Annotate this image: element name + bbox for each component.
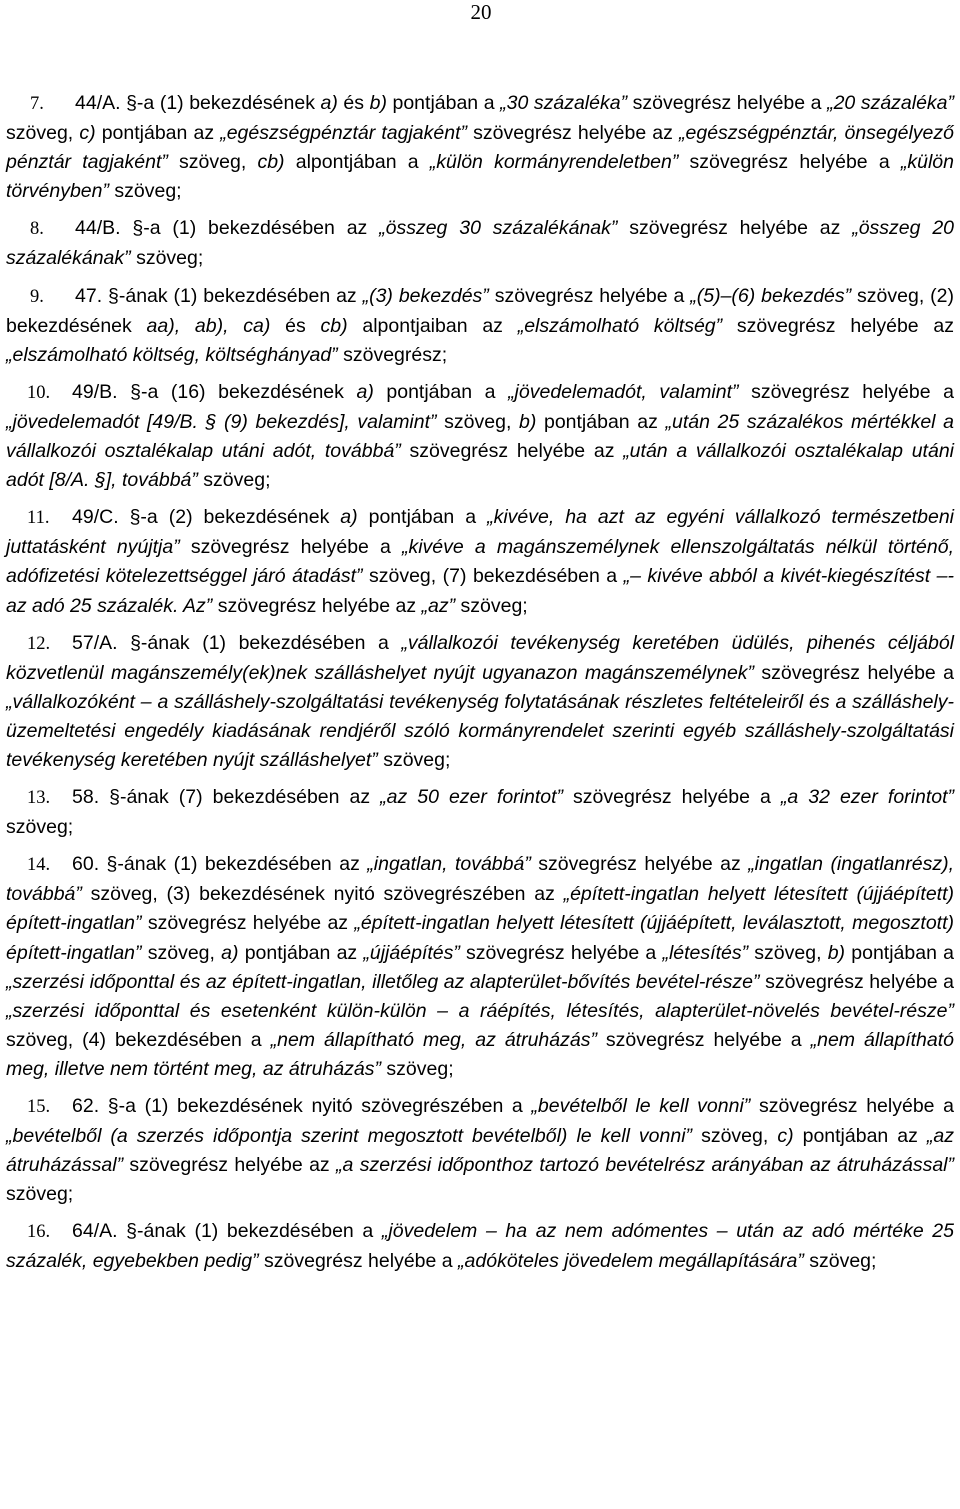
quoted-text: „ingatlan (ingatlanrész), továbbá” bbox=[6, 853, 954, 906]
body-text: 47. §-ának (1) bekezdésében az bbox=[75, 284, 363, 307]
body-text: szövegrész helyébe a bbox=[759, 970, 954, 993]
body-text: szöveg; bbox=[108, 180, 182, 203]
item-number: 10. bbox=[27, 382, 51, 403]
quoted-text: „épített-ingatlan helyett létesített (újjáépített) épített-ingatlan” bbox=[6, 883, 954, 935]
body-text: szöveg; bbox=[455, 594, 528, 617]
body-text: 44/A. §-a (1) bekezdésének bbox=[75, 92, 321, 114]
amendment-item bbox=[6, 1092, 954, 1209]
amendment-item bbox=[6, 1217, 954, 1276]
body-text: szöveg, (7) bekezdésében a bbox=[362, 565, 624, 588]
body-text: szöveg, bbox=[436, 410, 519, 433]
quoted-text: cb) bbox=[257, 151, 285, 174]
body-text: szövegrész helyébe az bbox=[123, 1154, 337, 1177]
body-text: pontjában a bbox=[845, 941, 954, 964]
body-text: és bbox=[270, 314, 321, 337]
quoted-text: aa), ab), ca) bbox=[146, 314, 271, 337]
quoted-text: „után 25 százalékos mértékkel a vállalkozói osztalékalap utáni adót, továbbá” bbox=[6, 410, 954, 463]
body-text: szövegrész helyébe az bbox=[400, 440, 624, 463]
body-text: szövegrész helyébe a bbox=[179, 536, 402, 559]
body-text: szöveg, (4) bekezdésében a bbox=[6, 1028, 271, 1051]
page-number: 20 bbox=[470, 0, 492, 24]
item-number: 11. bbox=[27, 508, 50, 529]
body-text: alpontjaiban az bbox=[347, 314, 518, 337]
body-text: szövegrész helyébe a bbox=[750, 1095, 954, 1117]
quoted-text: „jövedelemadót, valamint” bbox=[508, 380, 739, 403]
amendment-item bbox=[6, 850, 954, 1084]
body-text: 58. §-ának (7) bekezdésében az bbox=[72, 786, 381, 809]
body-text: szövegrész helyébe a bbox=[563, 786, 781, 809]
body-text: alpontjában a bbox=[284, 151, 430, 174]
body-text: pontjában a bbox=[357, 506, 488, 529]
quoted-text: „elszámolható költség” bbox=[517, 314, 723, 337]
quoted-text: a) bbox=[320, 92, 338, 114]
quoted-text: „nem állapítható meg, illetve nem történt meg, az átruházás” bbox=[6, 1028, 954, 1080]
body-text: szöveg; bbox=[377, 748, 451, 771]
quoted-text: „bevételből le kell vonni” bbox=[531, 1095, 751, 1117]
quoted-text: „összeg 20 százalékának” bbox=[6, 217, 955, 270]
item-number: 16. bbox=[27, 1222, 51, 1243]
quoted-text: „20 százaléka” bbox=[827, 92, 955, 114]
body-text: 64/A. §-ának (1) bekezdésében a bbox=[72, 1220, 382, 1243]
quoted-text: „vállalkozói tevékenység keretében üdülés, pihenés céljából közvetlenül magánszemély(ek)nek szálláshelyet nyújt ugyanazon magánszemélynek” bbox=[6, 631, 955, 684]
amendment-item bbox=[6, 282, 954, 370]
quoted-text: „bevételből (a szerzés időpontja szerint megosztott bevételből) le kell vonni” bbox=[6, 1125, 693, 1148]
item-number: 9. bbox=[30, 286, 44, 307]
body-text: szöveg, bbox=[692, 1125, 778, 1148]
body-text: szöveg; bbox=[130, 247, 204, 270]
body-text: szövegrész helyébe a bbox=[258, 1250, 459, 1273]
quoted-text: b) bbox=[519, 410, 537, 433]
quoted-text: „(5)–(6) bekezdés” bbox=[690, 284, 852, 307]
item-number: 12. bbox=[27, 633, 51, 654]
body-text: szöveg; bbox=[197, 469, 271, 492]
body-text: szöveg, bbox=[748, 941, 828, 964]
quoted-text: „kivéve, ha azt az egyéni vállalkozó természetbeni juttatásként nyújtja” bbox=[6, 506, 954, 559]
quoted-text: „újjáépítés” bbox=[363, 941, 460, 964]
quoted-text: „vállalkozóként – a szálláshely-szolgáltatási tevékenység folytatásának részletes feltételeiről és a szálláshely-üzemeltetési engedély kiadásának rendjéről szóló kormányrendelet szerinti egyéb szálláshely-szolgáltatási tevékenység keretében nyújt szálláshelyet” bbox=[6, 690, 954, 771]
body-text: szövegrész helyébe az bbox=[467, 122, 680, 145]
quoted-text: „ingatlan, továbbá” bbox=[367, 853, 531, 876]
quoted-text: „nem állapítható meg, az átruházás” bbox=[270, 1028, 597, 1051]
body-text: 44/B. §-a (1) bekezdésében az bbox=[75, 217, 380, 240]
body-text: szöveg, bbox=[6, 122, 80, 145]
body-text: szöveg, bbox=[167, 151, 258, 174]
quoted-text: b) bbox=[827, 941, 846, 964]
amendment-item bbox=[6, 89, 954, 206]
amendment-list bbox=[6, 89, 954, 1285]
quoted-text: „jövedelemadót [49/B. § (9) bekezdés], valamint” bbox=[6, 410, 437, 433]
item-number: 15. bbox=[27, 1097, 51, 1117]
quoted-text: cb) bbox=[320, 314, 348, 337]
body-text: és bbox=[337, 92, 370, 114]
body-text: szöveg, bbox=[141, 941, 222, 964]
body-text: szöveg; bbox=[381, 1057, 454, 1080]
body-text: szöveg; bbox=[6, 816, 74, 839]
quoted-text: „(3) bekezdés” bbox=[362, 284, 489, 307]
quoted-text: „egészségpénztár, önsegélyező pénztár tagjaként” bbox=[6, 122, 954, 174]
body-text: szöveg; bbox=[6, 1183, 74, 1206]
body-text: szöveg, (2) bekezdésének bbox=[6, 284, 955, 337]
body-text: szövegrész helyébe az bbox=[722, 314, 954, 337]
quoted-text: „adóköteles jövedelem megállapítására” bbox=[458, 1250, 804, 1273]
body-text: 62. §-a (1) bekezdésének nyitó szövegrészében a bbox=[72, 1095, 532, 1117]
body-text: pontjában az bbox=[793, 1125, 927, 1148]
quoted-text: „összeg 30 százalékának” bbox=[379, 217, 618, 240]
body-text: 60. §-ának (1) bekezdésében az bbox=[72, 853, 368, 876]
body-text: pontjában az bbox=[238, 941, 364, 964]
quoted-text: a) bbox=[340, 506, 358, 529]
item-number: 14. bbox=[27, 855, 51, 876]
quoted-text: „elszámolható költség, költséghányad” bbox=[6, 343, 338, 366]
quoted-text: „kivéve a magánszemélynek ellenszolgáltatás nélkül történő, adófizetési kötelezettséggel járó átadást” bbox=[6, 536, 954, 588]
quoted-text: „külön törvényben” bbox=[6, 151, 954, 203]
item-number: 13. bbox=[27, 788, 51, 809]
quoted-text: „szerzési időponttal és az épített-ingatlan, illetőleg az alapterület-bővítés bevétel-része” bbox=[6, 970, 760, 993]
quoted-text: „30 százaléka” bbox=[500, 92, 628, 114]
item-number: 8. bbox=[30, 219, 44, 240]
quoted-text: „szerzési időponttal és esetenként külön-külön – a ráépítés, létesítés, alapterület-növelés bevétel-része” bbox=[6, 999, 954, 1022]
body-text: 57/A. §-ának (1) bekezdésében a bbox=[72, 631, 402, 654]
quoted-text: „egészségpénztár tagjaként” bbox=[220, 122, 467, 145]
amendment-item bbox=[6, 214, 954, 273]
quoted-text: c) bbox=[777, 1125, 794, 1148]
body-text: szöveg, (3) bekezdésének nyitó szövegrészében az bbox=[81, 883, 564, 906]
body-text: szöveg; bbox=[803, 1250, 877, 1273]
body-text: szövegrész helyébe az bbox=[141, 912, 355, 935]
body-text: szövegrész helyébe az bbox=[617, 217, 853, 240]
amendment-item bbox=[6, 378, 954, 495]
body-text: szövegrész; bbox=[337, 343, 448, 366]
quoted-text: „után a vállalkozói osztalékalap utáni adót [8/A. §], továbbá” bbox=[6, 440, 954, 492]
amendment-item bbox=[6, 503, 954, 620]
body-text: pontjában a bbox=[386, 92, 501, 114]
body-text: szövegrész helyébe a bbox=[738, 380, 955, 403]
quoted-text: „külön kormányrendeletben” bbox=[429, 151, 679, 174]
body-text: szövegrész helyébe a bbox=[627, 92, 828, 114]
quoted-text: „létesítés” bbox=[662, 941, 749, 964]
quoted-text: „az 50 ezer forintot” bbox=[380, 786, 564, 809]
body-text: pontjában az bbox=[95, 122, 221, 145]
body-text: pontjában az bbox=[536, 410, 666, 433]
quoted-text: a) bbox=[356, 380, 374, 403]
quoted-text: „az átruházással” bbox=[6, 1125, 955, 1177]
quoted-text: „a szerzési időponthoz tartozó bevételrész arányában az átruházással” bbox=[336, 1154, 954, 1177]
quoted-text: „jövedelem – ha az nem adómentes – után az adó mértéke 25 százalék, egyebekben pedig” bbox=[6, 1220, 954, 1273]
body-text: szövegrész helyébe a bbox=[596, 1028, 811, 1051]
quoted-text: „a 32 ezer forintot” bbox=[780, 786, 955, 809]
body-text: szövegrész helyébe a bbox=[488, 284, 691, 307]
amendment-item bbox=[6, 783, 954, 842]
body-text: szövegrész helyébe a bbox=[678, 151, 901, 174]
body-text: szövegrész helyébe az bbox=[530, 853, 749, 876]
body-text: szövegrész helyébe az bbox=[212, 594, 422, 617]
body-text: pontjában a bbox=[373, 380, 509, 403]
quoted-text: b) bbox=[369, 92, 387, 114]
body-text: 49/B. §-a (16) bekezdésének bbox=[72, 380, 357, 403]
quoted-text: „– kivéve abból a kivét-kiegészítést –- az adó 25 százalék. Az” bbox=[6, 565, 954, 617]
quoted-text: a) bbox=[221, 941, 239, 964]
body-text: szövegrész helyébe a bbox=[459, 941, 663, 964]
body-text: szövegrész helyébe a bbox=[754, 661, 955, 684]
quoted-text: „az” bbox=[421, 594, 456, 617]
amendment-item bbox=[6, 629, 954, 775]
body-text: 49/C. §-a (2) bekezdésének bbox=[72, 506, 341, 529]
quoted-text: c) bbox=[79, 122, 96, 145]
quoted-text: „épített-ingatlan helyett létesített (újjáépített, leválasztott, megosztott) épített-ingatlan” bbox=[6, 912, 954, 964]
item-number: 7. bbox=[30, 94, 44, 114]
